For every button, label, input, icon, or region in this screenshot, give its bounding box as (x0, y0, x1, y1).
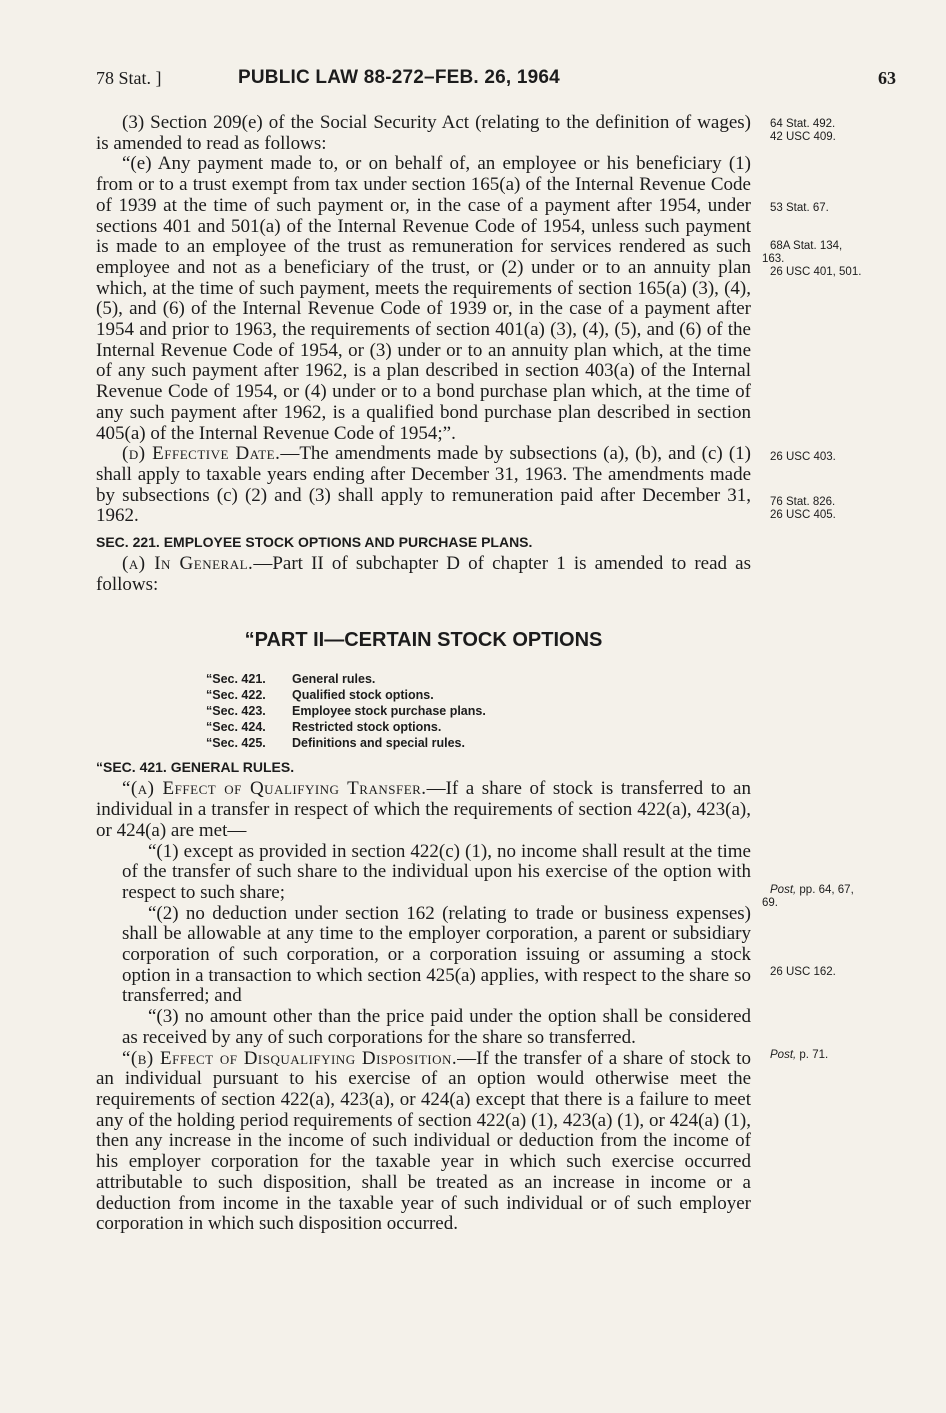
toc-sec: “Sec. 424. (206, 719, 266, 734)
margin-note (762, 240, 862, 279)
margin-note-line: 26 USC 405. (770, 509, 836, 521)
toc-sec: “Sec. 425. (206, 735, 266, 750)
margin-note-line: 69. (762, 897, 778, 909)
toc-row (206, 704, 751, 720)
paragraph-a-label: (a) In General. (122, 553, 254, 575)
subparagraph-3: “(3) no amount other than the price paid under the option shall be considered as received by any of such corporations for the share so transferred. (122, 1006, 751, 1048)
margin-note-text: p. 71. (796, 1049, 829, 1061)
toc-row (206, 736, 751, 752)
paragraph-3-lead: (3) Section 209(e) of the Social Security Act (relating to the definition of wages) is amended to read as follows: (96, 112, 751, 154)
toc-title: Definitions and special rules. (292, 735, 465, 750)
margin-note-line: 42 USC 409. (770, 131, 836, 143)
header-title: PUBLIC LAW 88-272–FEB. 26, 1964 (238, 67, 560, 88)
section-221-heading: SEC. 221. EMPLOYEE STOCK OPTIONS AND PURCHASE PLANS. (96, 534, 533, 551)
part-title: “PART II—CERTAIN STOCK OPTIONS (244, 629, 603, 652)
paragraph-421a-label: “(a) Effect of Qualifying Transfer. (122, 778, 427, 800)
margin-note-line (770, 884, 854, 897)
paragraph-d-label: (d) Effective Date. (122, 443, 281, 465)
paragraph-a (96, 554, 751, 595)
toc-sec: “Sec. 423. (206, 704, 266, 719)
toc-row (206, 672, 751, 688)
margin-note-line: 163. (762, 253, 785, 265)
margin-note-line: 26 USC 401, 501. (770, 266, 862, 278)
toc-sec: “Sec. 422. (206, 688, 266, 703)
paragraph-a-text: —Part II of subchapter D of chapter 1 is amended to read as follows: (96, 553, 752, 595)
page-header (96, 68, 896, 98)
section-421-heading: “SEC. 421. GENERAL RULES. (96, 759, 295, 776)
header-stat-reference: 78 Stat. ] (96, 68, 162, 88)
margin-note-text: pp. 64, 67, (796, 884, 854, 896)
toc-title: Employee stock purchase plans. (292, 704, 486, 719)
paragraph-d (96, 444, 751, 527)
margin-note (770, 496, 836, 522)
margin-note: 26 USC 162. (770, 966, 836, 978)
paragraph-421b (96, 1049, 751, 1235)
paragraph-421b-label: “(b) Effect of Disqualifying Disposition. (122, 1047, 458, 1069)
margin-note: 53 Stat. 67. (770, 202, 829, 214)
margin-note (770, 118, 836, 144)
margin-note: 26 USC 403. (770, 451, 836, 463)
margin-note-post: Post, (770, 884, 797, 896)
paragraph-d-text: —The amendments made by subsections (a), (b), and (c) (1) shall apply to taxable years ending after December 31, 1963. The amendments made by subsections (c) (2) and (3) shall apply to remuneration paid after December 31, 1962. (96, 443, 751, 527)
margin-note (770, 1049, 828, 1062)
table-of-sections (206, 672, 751, 751)
toc-sec: “Sec. 421. (206, 672, 266, 687)
margin-note-line: 68A Stat. 134, (770, 240, 843, 252)
margin-note-line: 76 Stat. 826. (770, 496, 836, 508)
toc-row (206, 720, 751, 736)
toc-title: General rules. (292, 672, 376, 687)
toc-row (206, 688, 751, 704)
paragraph-421b-text: —If the transfer of a share of stock to an individual pursuant to his exercise of an option would otherwise meet the requirements of section 422(a), 423(a), or 424(a) except that there is a failure to meet any of the holding period requirements of section 422(a) (1), 423(a) (1), or 424(a) (1), then any increase in the income of such individual or deduction from the income of his employer corporation for the taxable year in which such exercise occurred attributable to such disposition, shall be treated as an increase in income or a deduction from income in the taxable year of such individual or of such employer corporation in which such disposition occurred. (96, 1047, 751, 1235)
subparagraph-2: “(2) no deduction under section 162 (relating to trade or business expenses) shall be allowable at any time to the employer corporation, a parent or subsidiary corporation of such corporation, or a corporation issuing or assuming a stock option in a transaction to which section 425(a) applies, with respect to the share so transferred; and (122, 902, 751, 1007)
subparagraph-1: “(1) except as provided in section 422(c) (1), no income shall result at the time of the transfer of such share to the individual upon his exercise of the option with respect to such share; (122, 840, 751, 903)
paragraph-421a-text: —If a share of stock is transferred to an individual in a transfer in respect of which the requirements of section 422(a), 423(a), or 424(a) are met— (96, 778, 751, 841)
toc-title: Qualified stock options. (292, 688, 434, 703)
page-number: 63 (878, 68, 896, 88)
subparagraphs-421a (122, 842, 751, 1049)
paragraph-421a (96, 779, 751, 841)
toc-title: Restricted stock options. (292, 719, 442, 734)
main-text (96, 113, 751, 1235)
paragraph-e: “(e) Any payment made to, or on behalf of, an employee or his beneficiary (1) from or to a trust exempt from tax under section 165(a) of the Internal Revenue Code of 1939 at the time of such payment or, in the case of a payment after 1954, under sections 401 and 501(a) of the Internal Revenue Code of 1954, unless such payment is made to an employee of the trust as remuneration for services rendered as such employee and not as a beneficiary of the trust, or (2) under or to an annuity plan which, at the time of such payment, meets the requirements of section 165(a) (3), (4), (5), and (6) of the Internal Revenue Code of 1939 or, in the case of a payment after 1954 and prior to 1963, the requirements of section 401(a) (3), (4), (5), and (6) of the Internal Revenue Code of 1954, or (3) under or to an annuity plan which, at the time of any such payment after 1962, is a plan described in section 403(a) of the Internal Revenue Code of 1954, or (4) under or to a bond purchase plan which, at the time of any such payment after 1962, is a qualified bond purchase plan described in section 405(a) of the Internal Revenue Code of 1954;”. (96, 153, 751, 444)
margin-note (762, 884, 854, 910)
margin-note-post: Post, (770, 1049, 797, 1061)
margin-note-line: 64 Stat. 492. (770, 118, 836, 130)
